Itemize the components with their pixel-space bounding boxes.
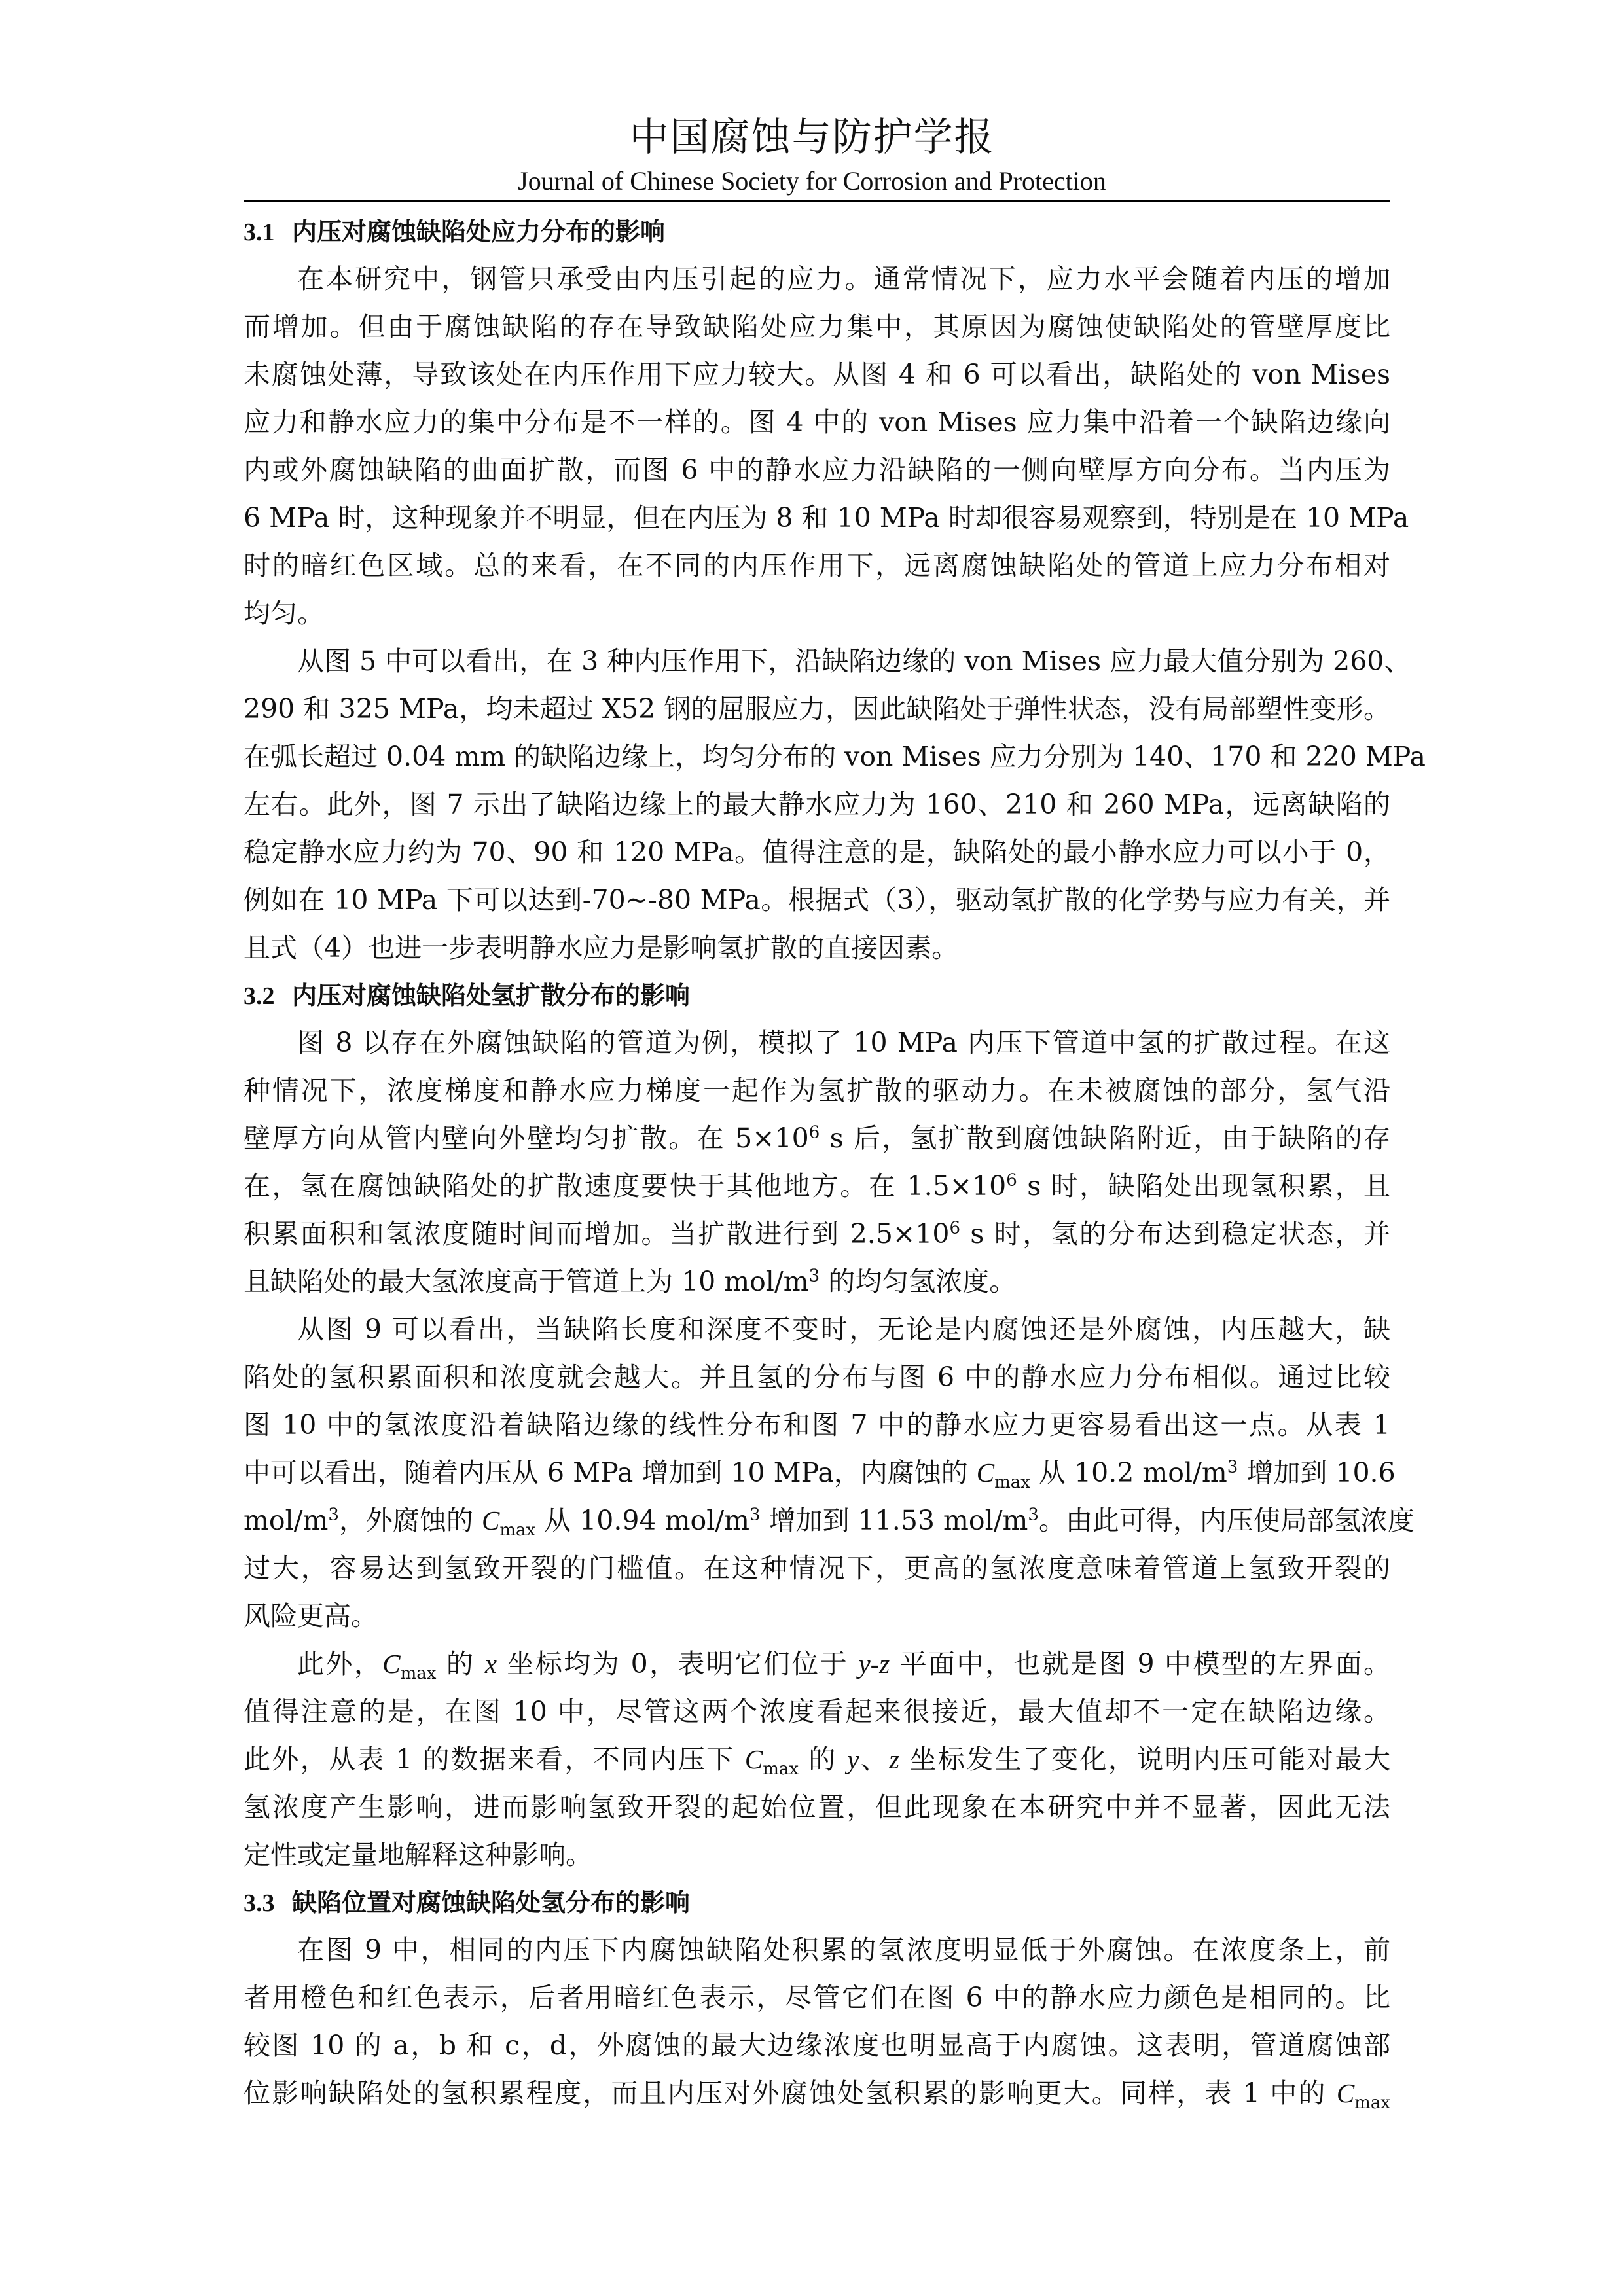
paragraph: 在图 9 中，相同的内压下内腐蚀缺陷处积累的氢浓度明显低于外腐蚀。在浓度条上，前 者用橙色和红色表示，后者用暗红色表示，尽管它们在图 6 中的静水应力颜色是相同的。比 较图 10 的 a，b 和 c，d，外腐蚀的最大边缘浓度也明显高于内腐蚀。这表明，管道腐蚀部 位影响缺陷处的氢积累程度，而且内压对外腐蚀处氢积累的影响更大。同样，表 1 中的 $C_{max}$ (244, 1934, 1390, 2113)
paragraph: 此外，$C_{max}$ 的 x 坐标均为 0，表明它们位于 y-z 平面中，也就是图 9 中模型的左界面。 值得注意的是，在图 10 中，尽管这两个浓度看起来很接近，最大值却不一定在缺陷边缘。 此外，从表 1 的数据来看，不同内压下 $C_{max}$ 的 y、z 坐标发生了变化，说明内压可能对最大 氢浓度产生影响，进而影响氢致开裂的起始位置，但此现象在本研究中并不显著，因此无法 定性或定量地解释这种影响。 (244, 1648, 1391, 1871)
paragraph: 从图 9 可以看出，当缺陷长度和深度不变时，无论是内腐蚀还是外腐蚀，内压越大，缺 陷处的氢积累面积和浓度就会越大。并且氢的分布与图 6 中的静水应力分布相似。通过比较 图 10 中的氢浓度沿着缺陷边缘的线性分布和图 7 中的静水应力更容易看出这一点。从表 1 中可以看出，随着内压从 6 MPa 增加到 10 MPa，内腐蚀的 $C_{max}$ 从 10.2 mol/$m^3$ 增加到 10.6 mol/$m^3$，外腐蚀的 $C_{max}$ 从 10.94 mol/$m^3$ 增加到 11.53 mol/$m^3$。由此可得，内压使局部氢浓度 过大，容易达到氢致开裂的门槛值。在这种情况下，更高的氢浓度意味着管道上氢致开裂的 风险更高。 (244, 1314, 1415, 1632)
journal-title-cn: 中国腐蚀与防护学报 (629, 115, 995, 160)
journal-title-en: Journal of Chinese Society for Corrosion and Protection (518, 166, 1106, 196)
body-text (244, 208, 1426, 2117)
paragraph: 从图 5 中可以看出，在 3 种内压作用下，沿缺陷边缘的 von Mises 应力最大值分别为 260、 290 和 325 MPa，均未超过 X52 钢的屈服应力，因此缺陷处于弹性状态，没有局部塑性变形。 在弧长超过 0.04 mm 的缺陷边缘上，均匀分布的 von Mises 应力分别为 140、170 和 220 MPa 左右。此外，图 7 示出了缺陷边缘上的最大静水应力为 160、210 和 260 MPa，远离缺陷的 稳定静水应力约为 70、90 和 120 MPa。值得注意的是，缺陷处的最小静水应力可以小于 0， 例如在 10 MPa 下可以达到-70~-80 MPa。根据式（3），驱动氢扩散的化学势与应力有关，并 且式（4）也进一步表明静水应力是影响氢扩散的直接因素。 (244, 645, 1426, 963)
section-heading-3-1: 3.1 内压对腐蚀缺陷处应力分布的影响 (244, 217, 665, 246)
paragraph: 在本研究中，钢管只承受由内压引起的应力。通常情况下，应力水平会随着内压的增加 而增加。但由于腐蚀缺陷的存在导致缺陷处应力集中，其原因为腐蚀使缺陷处的管壁厚度比 未腐蚀处薄，导致该处在内压作用下应力较大。从图 4 和 6 可以看出，缺陷处的 von Mises 应力和静水应力的集中分布是不一样的。图 4 中的 von Mises 应力集中沿着一个缺陷边缘向 内或外腐蚀缺陷的曲面扩散，而图 6 中的静水应力沿缺陷的一侧向壁厚方向分布。当内压为 6 MPa 时，这种现象并不明显，但在内压为 8 和 10 MPa 时却很容易观察到，特别是在 10 MPa 时的暗红色区域。总的来看，在不同的内压作用下，远离腐蚀缺陷处的管道上应力分布相对 均匀。 (244, 263, 1409, 629)
header-rule (244, 200, 1390, 202)
section-heading-3-2: 3.2 内压对腐蚀缺陷处氢扩散分布的影响 (244, 981, 690, 1010)
section-heading-3-3: 3.3 缺陷位置对腐蚀缺陷处氢分布的影响 (244, 1888, 690, 1917)
paragraph: 图 8 以存在外腐蚀缺陷的管道为例，模拟了 10 MPa 内压下管道中氢的扩散过程。在这 种情况下，浓度梯度和静水应力梯度一起作为氢扩散的驱动力。在未被腐蚀的部分，氢气沿 壁厚方向从管内壁向外壁均匀扩散。在 $5\times 10^6$ s 后，氢扩散到腐蚀缺陷附近，由于缺陷的存 在，氢在腐蚀缺陷处的扩散速度要快于其他地方。在 $1.5\times 10^6$ s 时，缺陷处出现氢积累，且 积累面积和氢浓度随时间而增加。当扩散进行到 $2.5\times 10^6$ s 时，氢的分布达到稳定状态，并 且缺陷处的最大氢浓度高于管道上为 10 mol/$m^3$ 的均匀氢浓度。 (244, 1027, 1390, 1297)
